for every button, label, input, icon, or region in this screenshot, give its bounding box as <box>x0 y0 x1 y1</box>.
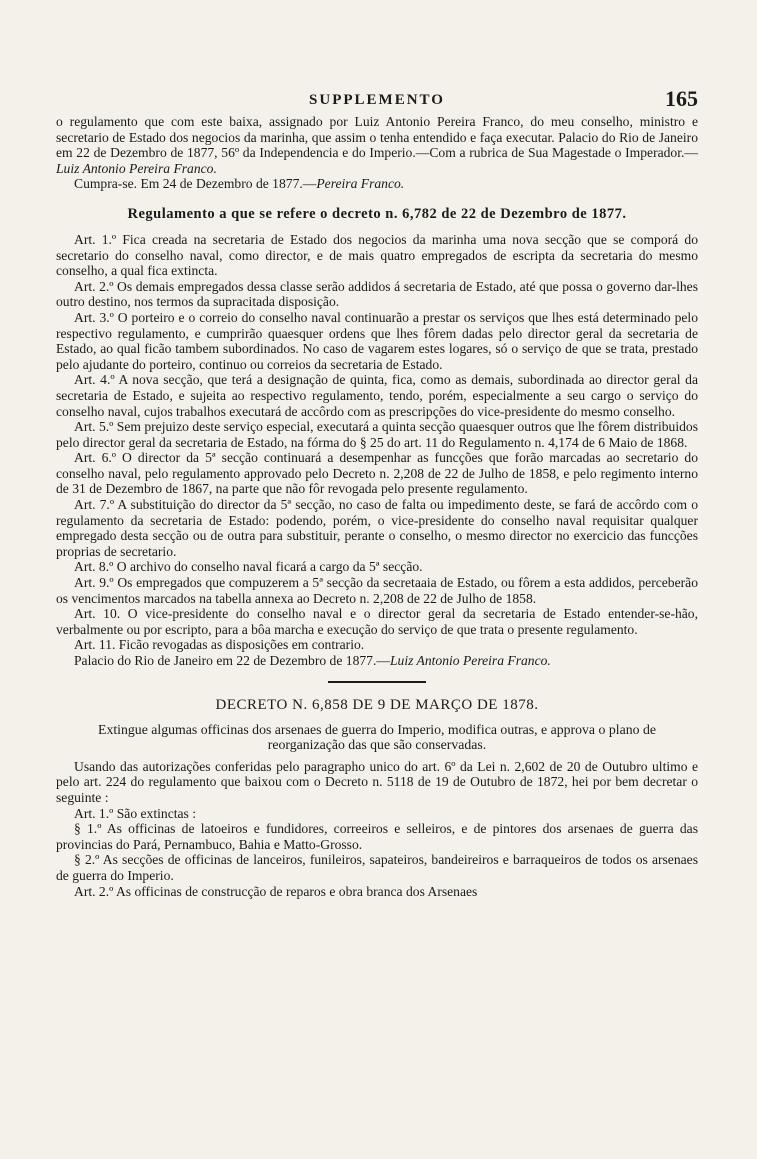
closing-text: Palacio do Rio de Janeiro em 22 de Dezembro de 1877.— <box>74 653 390 668</box>
regulation-article: Art. 4.º A nova secção, que terá a designação de quinta, fica, como as demais, subordinada ao director geral da secretaria de Estado, e sujeita ao respectivo regulamento, tendo, porém, especialmente a seu cargo o serviço do conselho naval, cujos trabalhos executará de accôrdo com as prescripções do vice-presidente do mesmo conselho. <box>56 372 698 419</box>
cumpra-se-signature: Pereira Franco. <box>316 176 405 192</box>
page-number: 165 <box>665 86 698 111</box>
decree-article: Art. 2.º As officinas de construcção de reparos e obra branca dos Arsenaes <box>74 883 478 899</box>
intro-signature: Luiz Antonio Pereira Franco. <box>56 160 217 176</box>
decree-summary: Extingue algumas officinas dos arsenaes de guerra do Imperio, modifica outras, e approva o plano de reorganização das que são conservadas. <box>98 721 656 753</box>
regulation-article: Art. 6.º O director da 5ª secção continuará a desempenhar as funcções que forão marcadas ao secretario do conselho naval, pelo regulamento approvado pelo Decreto n. 2,208 de 22 de Julho de 1858, e pelo regimento interno de 31 de Dezembro de 1867, na parte que não fôr revogada pelo presente regulamento. <box>56 450 698 497</box>
decree-paragraph: § 1.º As officinas de latoeiros e fundidores, correeiros e selleiros, e de pintores dos arsenaes de guerra das provincias do Pará, Pernambuco, Bahia e Matto-Grosso. <box>56 821 698 852</box>
regulation-article: Art. 11. Ficão revogadas as disposições em contrario. <box>74 637 365 653</box>
decree-title: DECRETO N. 6,858 DE 9 DE MARÇO DE 1878. <box>215 696 539 713</box>
regulation-article: Art. 3.º O porteiro e o correio do conselho naval continuarão a prestar os serviços que lhes está determinado pelo respectivo regulamento, e cumprirão quaesquer ordens que lhes fôrem dadas pelo director geral da secretaria de Estado, ao qual ficão tambem subordinados. No caso de vagarem estes logares, só o serviço de que se trata, prestado pelo ajudante do porteiro, continuo ou correios da secretaria de Estado. <box>56 309 698 372</box>
regulation-article: Art. 5.º Sem prejuizo deste serviço especial, executará a quinta secção quaesquer outros que lhe fôrem distribuidos pelo director geral da secretaria de Estado, na fórma do § 25 do art. 11 do Regulamento n. 4,174 de 6 Maio de 1868. <box>56 419 698 450</box>
regulation-closing <box>56 653 698 669</box>
decree-preamble: Usando das autorizações conferidas pelo paragrapho unico do art. 6º da Lei n. 2,602 de 20 de Outubro ultimo e pelo art. 224 do regulamento que baixou com o Decreto n. 5118 de 19 de Outubro de 1872, hei por bem decretar o seguinte : <box>56 758 698 805</box>
cumpra-se-paragraph <box>56 176 698 192</box>
closing-signature: Luiz Antonio Pereira Franco. <box>389 653 551 668</box>
intro-text: o regulamento que com este baixa, assignado por Luiz Antonio Pereira Franco, do meu conselho, ministro e secretario de Estado dos negocios da marinha, que assim o tenha entendido e faça executar. Palacio do Rio de Janeiro em 22 de Dezembro de 1877, 56º da Independencia e do Imperio.—Com a rubrica de Sua Magestade o Imperador.— <box>56 114 698 161</box>
running-header <box>56 86 698 114</box>
cumpra-se-text: Cumpra-se. Em 24 de Dezembro de 1877.— <box>74 176 317 192</box>
regulation-article: Art. 8.º O archivo do conselho naval ficará a cargo da 5ª secção. <box>74 559 423 575</box>
regulation-article: Art. 7.º A substituição do director da 5ª secção, no caso de falta ou impedimento deste, se fará de accôrdo com o regulamento da secretaria de Estado: podendo, porém, o vice-presidente do conselho naval requisitar qualquer empregado desta secção ou de outra para substituir, perante o conselho, o mesmo director no exercicio das funcções proprias de secretario. <box>56 497 698 559</box>
regulation-heading: Regulamento a que se refere o decreto n. 6,782 de 22 de Dezembro de 1877. <box>127 205 627 222</box>
regulation-article: Art. 2.º Os demais empregados dessa classe serão addidos á secretaria de Estado, até que possa o governo dar-lhes outro destino, nos termos da supracitada disposição. <box>56 278 698 310</box>
regulation-article: Art. 1.º Fica creada na secretaria de Estado dos negocios da marinha uma nova secção que se comporá do secretario do conselho naval, como director, e de mais quatro empregados de escripta da secretaria do mesmo conselho, a qual fica extincta. <box>56 231 698 279</box>
section-divider <box>328 681 426 683</box>
regulation-article: Art. 10. O vice-presidente do conselho naval e o director geral da secretaria de Estado entender-se-hão, verbalmente ou por escripto, para a bôa marcha e execução do serviço de que trata o presente regulamento. <box>56 606 698 637</box>
intro-paragraph <box>56 114 698 176</box>
page-header-title: SUPPLEMENTO <box>309 92 445 108</box>
document-page <box>56 86 698 899</box>
regulation-article: Art. 9.º Os empregados que compuzerem a 5ª secção da secretaaia de Estado, ou fôrem a esta addidos, perceberão os vencimentos marcados na tabella annexa ao Decreto n. 2,208 de 22 de Julho de 1858. <box>56 575 698 606</box>
decree-paragraph: § 2.º As secções de officinas de lanceiros, funileiros, sapateiros, bandeireiros e barraqueiros de todos os arsenaes de guerra do Imperio. <box>56 852 698 883</box>
decree-article: Art. 1.º São extinctas : <box>74 805 197 821</box>
